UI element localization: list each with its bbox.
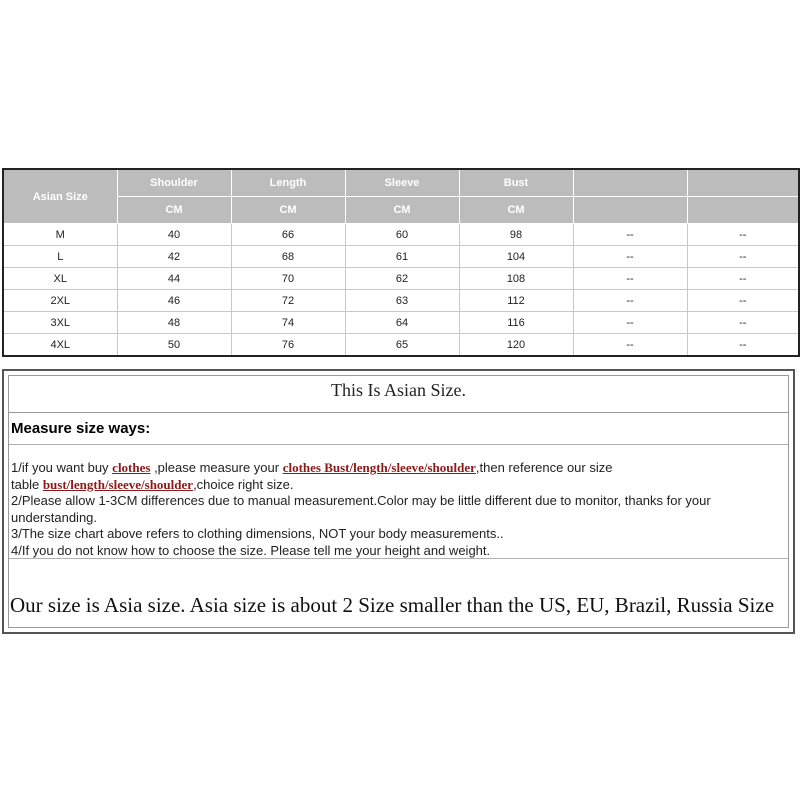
measurement-cell: 72 bbox=[231, 290, 345, 312]
measurement-cell: -- bbox=[687, 224, 799, 246]
measurement-cell: 70 bbox=[231, 268, 345, 290]
measurement-cell: 120 bbox=[459, 334, 573, 357]
measurement-cell: 50 bbox=[117, 334, 231, 357]
measurement-cell: 61 bbox=[345, 246, 459, 268]
asian-size-header: Asian Size bbox=[3, 169, 117, 224]
measurement-cell: -- bbox=[687, 334, 799, 357]
unit-cell bbox=[687, 197, 799, 224]
sleeve-header: Sleeve bbox=[345, 169, 459, 197]
measurements-link[interactable]: bust/length/sleeve/shoulder bbox=[42, 476, 194, 492]
unit-cell: CM bbox=[459, 197, 573, 224]
measurement-cell: 44 bbox=[117, 268, 231, 290]
clothes-measure-link[interactable]: clothes Bust/length/sleeve/shoulder bbox=[282, 460, 476, 475]
measurement-cell: -- bbox=[573, 224, 687, 246]
instruction-text: ,then reference our size bbox=[475, 460, 613, 475]
table-row bbox=[3, 224, 799, 246]
instruction-4: 4/If you do not know how to choose the size. Please tell me your height and weight. bbox=[11, 542, 491, 558]
bust-header: Bust bbox=[459, 169, 573, 197]
size-cell: 2XL bbox=[3, 290, 117, 312]
divider bbox=[9, 558, 788, 559]
measurement-cell: 74 bbox=[231, 312, 345, 334]
measurement-cell: 60 bbox=[345, 224, 459, 246]
clothes-link[interactable]: clothes bbox=[112, 460, 151, 475]
shoulder-header: Shoulder bbox=[117, 169, 231, 197]
measurement-cell: 63 bbox=[345, 290, 459, 312]
asia-size-note: Our size is Asia size. Asia size is about 2 Size smaller than the US, EU, Brazil, Russia Size bbox=[10, 593, 775, 617]
measure-instructions bbox=[11, 460, 781, 559]
divider bbox=[9, 444, 788, 445]
size-cell: L bbox=[3, 246, 117, 268]
measurement-cell: -- bbox=[687, 290, 799, 312]
table-row bbox=[3, 334, 799, 357]
measurement-cell: 40 bbox=[117, 224, 231, 246]
measurement-cell: -- bbox=[687, 312, 799, 334]
unit-cell bbox=[573, 197, 687, 224]
instruction-text: ,please measure your bbox=[150, 460, 283, 475]
table-row bbox=[3, 246, 799, 268]
size-cell: M bbox=[3, 224, 117, 246]
size-info-inner bbox=[8, 375, 789, 628]
size-cell: XL bbox=[3, 268, 117, 290]
measurement-cell: -- bbox=[573, 290, 687, 312]
instruction-text: ,choice right size. bbox=[193, 476, 294, 492]
asian-size-title: This Is Asian Size. bbox=[9, 376, 788, 413]
measurement-cell: 66 bbox=[231, 224, 345, 246]
table-unit-row bbox=[3, 197, 799, 224]
measurement-cell: 68 bbox=[231, 246, 345, 268]
measurement-cell: -- bbox=[687, 268, 799, 290]
unit-cell: CM bbox=[231, 197, 345, 224]
instruction-1 bbox=[11, 460, 781, 477]
measurement-cell: 65 bbox=[345, 334, 459, 357]
empty-header-6 bbox=[687, 169, 799, 197]
measurement-cell: 76 bbox=[231, 334, 345, 357]
size-info-box bbox=[2, 369, 795, 634]
measurement-cell: -- bbox=[573, 268, 687, 290]
table-row bbox=[3, 312, 799, 334]
measurement-cell: 112 bbox=[459, 290, 573, 312]
measurement-cell: 104 bbox=[459, 246, 573, 268]
instruction-text: 1/if you want buy bbox=[11, 460, 113, 475]
measurement-cell: 46 bbox=[117, 290, 231, 312]
measurement-cell: -- bbox=[573, 312, 687, 334]
table-row bbox=[3, 268, 799, 290]
measurement-cell: -- bbox=[573, 334, 687, 357]
measurement-cell: 116 bbox=[459, 312, 573, 334]
instruction-1-continued bbox=[11, 477, 781, 494]
table-header-row bbox=[3, 169, 799, 197]
measurement-cell: -- bbox=[573, 246, 687, 268]
size-cell: 3XL bbox=[3, 312, 117, 334]
measurement-cell: 62 bbox=[345, 268, 459, 290]
instruction-text: table bbox=[11, 476, 43, 492]
size-cell: 4XL bbox=[3, 334, 117, 357]
measurement-cell: 64 bbox=[345, 312, 459, 334]
empty-header-5 bbox=[573, 169, 687, 197]
instruction-2: 2/Please allow 1-3CM differences due to manual measurement.Color may be little different due to monitor, thanks for your understanding. bbox=[11, 493, 711, 525]
measurement-cell: 108 bbox=[459, 268, 573, 290]
measurement-cell: 48 bbox=[117, 312, 231, 334]
measurement-cell: 42 bbox=[117, 246, 231, 268]
length-header: Length bbox=[231, 169, 345, 197]
unit-cell: CM bbox=[117, 197, 231, 224]
measure-heading: Measure size ways: bbox=[11, 420, 151, 437]
size-rows bbox=[3, 224, 799, 357]
size-chart-table bbox=[2, 168, 800, 357]
measurement-cell: -- bbox=[687, 246, 799, 268]
unit-cell: CM bbox=[345, 197, 459, 224]
instruction-3: 3/The size chart above refers to clothing dimensions, NOT your body measurements.. bbox=[11, 526, 504, 541]
table-row bbox=[3, 290, 799, 312]
measurement-cell: 98 bbox=[459, 224, 573, 246]
